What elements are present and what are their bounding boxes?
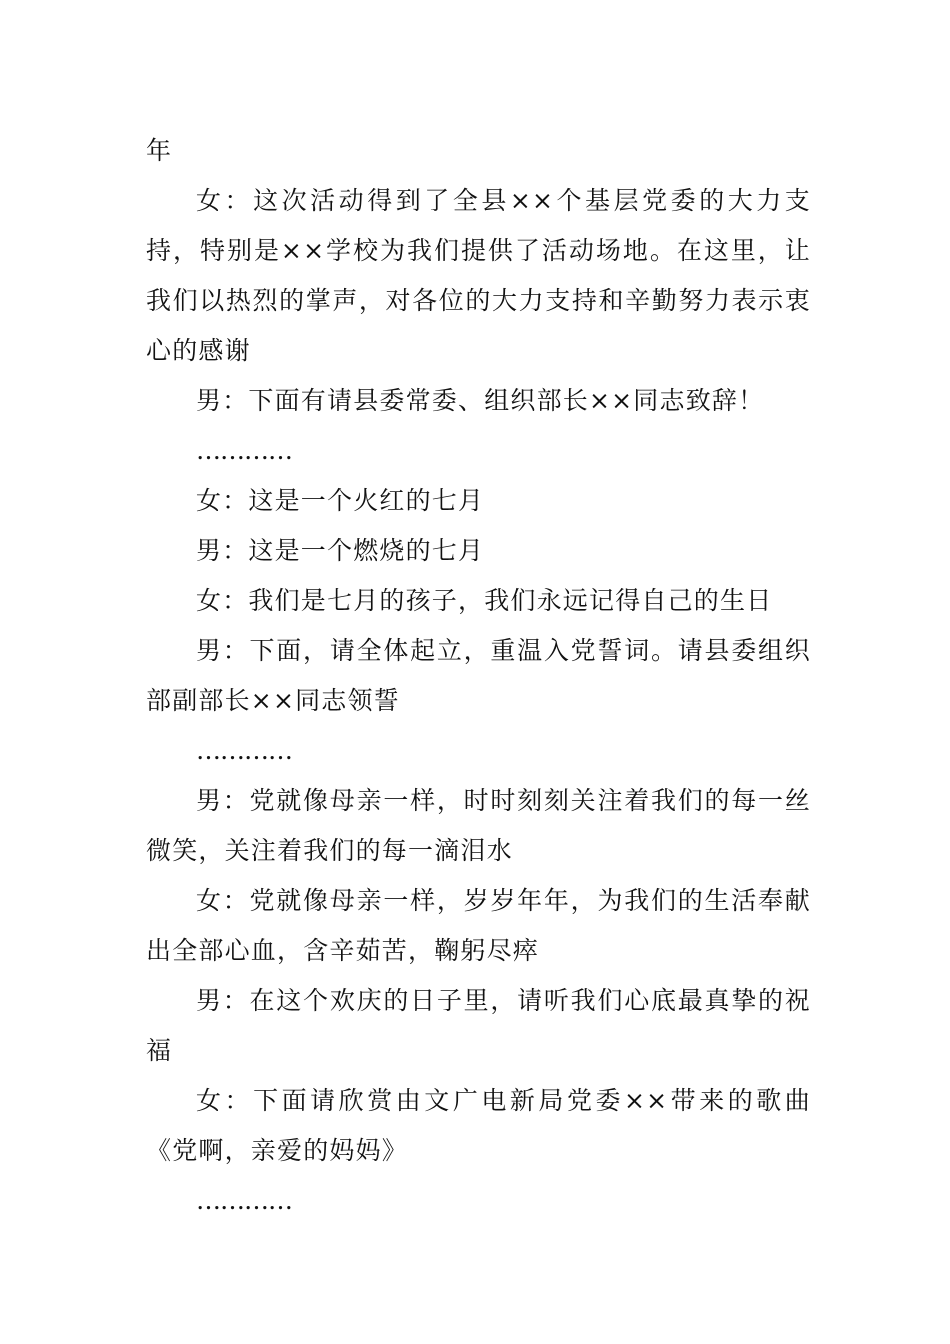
paragraph-continuation: 年 — [146, 136, 173, 165]
paragraph-male-mother: 男：党就像母亲一样，时时刻刻关注着我们的每一丝微笑，关注着我们的每一滴泪水 — [146, 786, 811, 865]
paragraph-male-july: 男：这是一个燃烧的七月 — [196, 536, 485, 565]
paragraph-female-july: 女：这是一个火红的七月 — [196, 486, 485, 515]
paragraph-female-song: 女：下面请欣赏由文广电新局党委××带来的歌曲《党啊，亲爱的妈妈》 — [146, 1086, 811, 1165]
paragraph-ellipsis: ………… — [196, 436, 292, 465]
paragraph-male-oath: 男：下面，请全体起立，重温入党誓词。请县委组织部副部长××同志领誓 — [146, 636, 811, 715]
document-body — [146, 126, 811, 1226]
paragraph-female-birthday: 女：我们是七月的孩子，我们永远记得自己的生日 — [196, 586, 773, 615]
paragraph-female-thanks: 女：这次活动得到了全县××个基层党委的大力支持，特别是××学校为我们提供了活动场地。在这里，让我们以热烈的掌声，对各位的大力支持和辛勤努力表示衷心的感谢 — [146, 186, 811, 365]
paragraph-female-mother: 女：党就像母亲一样，岁岁年年，为我们的生活奉献出全部心血，含辛茹苦，鞠躬尽瘁 — [146, 886, 811, 965]
paragraph-ellipsis: ………… — [196, 736, 292, 765]
paragraph-male-blessing: 男：在这个欢庆的日子里，请听我们心底最真挚的祝福 — [146, 986, 811, 1065]
paragraph-ellipsis: ………… — [196, 1186, 292, 1215]
paragraph-male-speech-invite: 男：下面有请县委常委、组织部长××同志致辞！ — [196, 386, 765, 415]
